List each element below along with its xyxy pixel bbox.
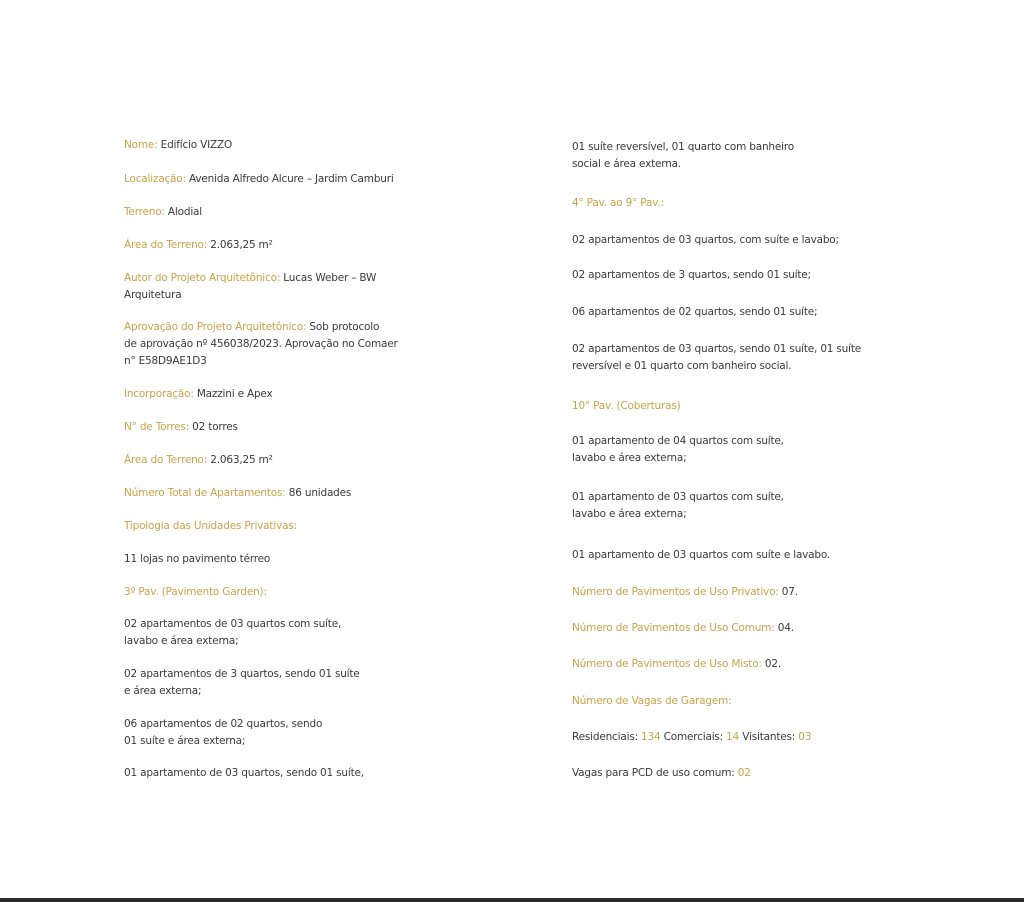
spec-label: 4° Pav. ao 9° Pav.: xyxy=(572,197,664,209)
spec-paragraph xyxy=(124,765,484,782)
spec-label: Incorporação: xyxy=(124,388,194,400)
spec-value: 02 apartamentos de 03 quartos, com suíte e lavabo; xyxy=(572,234,839,246)
spec-label: Número Total de Apartamentos: xyxy=(124,487,286,499)
spec-value: 02 apartamentos de 3 quartos, sendo 01 suíte e área externa; xyxy=(124,668,360,697)
spec-value: Lucas Weber – BW Arquitetura xyxy=(124,272,377,301)
spec-paragraph xyxy=(124,666,484,700)
spec-value: 01 suíte reversível, 01 quarto com banheiro social e área externa. xyxy=(572,141,794,170)
commercial-count: 14 xyxy=(723,731,740,743)
residential-count: 134 xyxy=(637,731,661,743)
spec-paragraph xyxy=(572,693,932,710)
spec-paragraph xyxy=(124,419,484,436)
spec-value: 06 apartamentos de 02 quartos, sendo 01 suíte; xyxy=(572,306,818,318)
spec-value: 04. xyxy=(774,622,794,634)
spec-paragraph xyxy=(124,584,484,601)
spec-paragraph xyxy=(572,584,932,601)
spec-paragraph xyxy=(572,547,932,564)
spec-paragraph xyxy=(124,319,484,370)
spec-value: 01 apartamento de 03 quartos com suíte e lavabo. xyxy=(572,549,831,561)
visitors-label: Visitantes: xyxy=(739,731,796,743)
bottom-bar xyxy=(0,898,1024,902)
spec-paragraph xyxy=(572,195,932,212)
spec-paragraph xyxy=(572,433,932,467)
spec-label: Aprovação do Projeto Arquitetônico: xyxy=(124,321,307,333)
spec-paragraph xyxy=(572,139,932,173)
spec-label: 3º Pav. (Pavimento Garden): xyxy=(124,586,267,598)
spec-paragraph xyxy=(124,518,484,535)
spec-paragraph xyxy=(124,171,484,188)
spec-label: N° de Torres: xyxy=(124,421,190,433)
spec-value: Edifício VIZZO xyxy=(157,139,233,151)
spec-value: 01 apartamento de 03 quartos com suíte, lavabo e área externa; xyxy=(572,491,784,520)
spec-paragraph xyxy=(572,232,932,249)
spec-label: Autor do Projeto Arquitetônico: xyxy=(124,272,281,284)
spec-label: Área do Terreno: xyxy=(124,239,208,251)
parking-spaces-line xyxy=(572,729,932,746)
spec-paragraph xyxy=(572,398,932,415)
spec-paragraph xyxy=(124,616,484,650)
spec-label: 10° Pav. (Coberturas) xyxy=(572,400,681,412)
spec-value: 07. xyxy=(778,586,798,598)
spec-value: 02. xyxy=(761,658,781,670)
spec-value: 86 unidades xyxy=(285,487,352,499)
spec-paragraph xyxy=(572,304,932,321)
spec-paragraph xyxy=(124,485,484,502)
spec-paragraph xyxy=(572,341,932,375)
spec-paragraph xyxy=(572,656,932,673)
spec-value: 02 apartamentos de 03 quartos, sendo 01 suíte, 01 suíte reversível e 01 quarto com banheiro social. xyxy=(572,343,862,372)
spec-value: Alodial xyxy=(164,206,202,218)
spec-label: Nome: xyxy=(124,139,158,151)
spec-value: 02 torres xyxy=(189,421,238,433)
spec-label: Área do Terreno: xyxy=(124,454,208,466)
spec-label: Tipologia das Unidades Privativas: xyxy=(124,520,297,532)
spec-value: 02 apartamentos de 3 quartos, sendo 01 suíte; xyxy=(572,269,811,281)
spec-value: 2.063,25 m² xyxy=(207,239,273,251)
spec-paragraph xyxy=(124,237,484,254)
spec-paragraph xyxy=(124,551,484,568)
spec-value: 01 apartamento de 03 quartos, sendo 01 suíte, xyxy=(124,767,364,779)
spec-label: Número de Pavimentos de Uso Privativo: xyxy=(572,586,779,598)
spec-label: Número de Pavimentos de Uso Comum: xyxy=(572,622,775,634)
commercial-label: Comerciais: xyxy=(660,731,724,743)
spec-paragraph xyxy=(572,489,932,523)
spec-value: 2.063,25 m² xyxy=(207,454,273,466)
spec-paragraph xyxy=(124,452,484,469)
spec-paragraph xyxy=(124,137,484,154)
spec-value: 11 lojas no pavimento térreo xyxy=(124,553,271,565)
spec-label: Número de Vagas de Garagem: xyxy=(572,695,732,707)
spec-paragraph xyxy=(124,204,484,221)
spec-paragraph xyxy=(572,267,932,284)
spec-paragraph xyxy=(124,716,484,750)
spec-value: 01 apartamento de 04 quartos com suíte, lavabo e área externa; xyxy=(572,435,784,464)
spec-label: Terreno: xyxy=(124,206,165,218)
spec-label: Localização: xyxy=(124,173,186,185)
spec-value: 02 apartamentos de 03 quartos com suíte, lavabo e área externa; xyxy=(124,618,342,647)
spec-value: Sob protocolo de aprovação nº 456038/2023. Aprovação no Comaer n° E58D9AE1D3 xyxy=(124,321,398,367)
residential-label: Residenciais: xyxy=(572,731,638,743)
pcd-spaces-line xyxy=(572,765,932,782)
spec-paragraph xyxy=(572,620,932,637)
pcd-label: Vagas para PCD de uso comum: xyxy=(572,767,735,779)
spec-label: Número de Pavimentos de Uso Misto: xyxy=(572,658,762,670)
spec-value: Mazzini e Apex xyxy=(193,388,273,400)
spec-value: 06 apartamentos de 02 quartos, sendo 01 suíte e área externa; xyxy=(124,718,323,747)
spec-paragraph xyxy=(124,386,484,403)
spec-paragraph xyxy=(124,270,484,304)
pcd-count: 02 xyxy=(734,767,751,779)
spec-value: Avenida Alfredo Alcure – Jardim Camburi xyxy=(185,173,394,185)
visitors-count: 03 xyxy=(795,731,812,743)
